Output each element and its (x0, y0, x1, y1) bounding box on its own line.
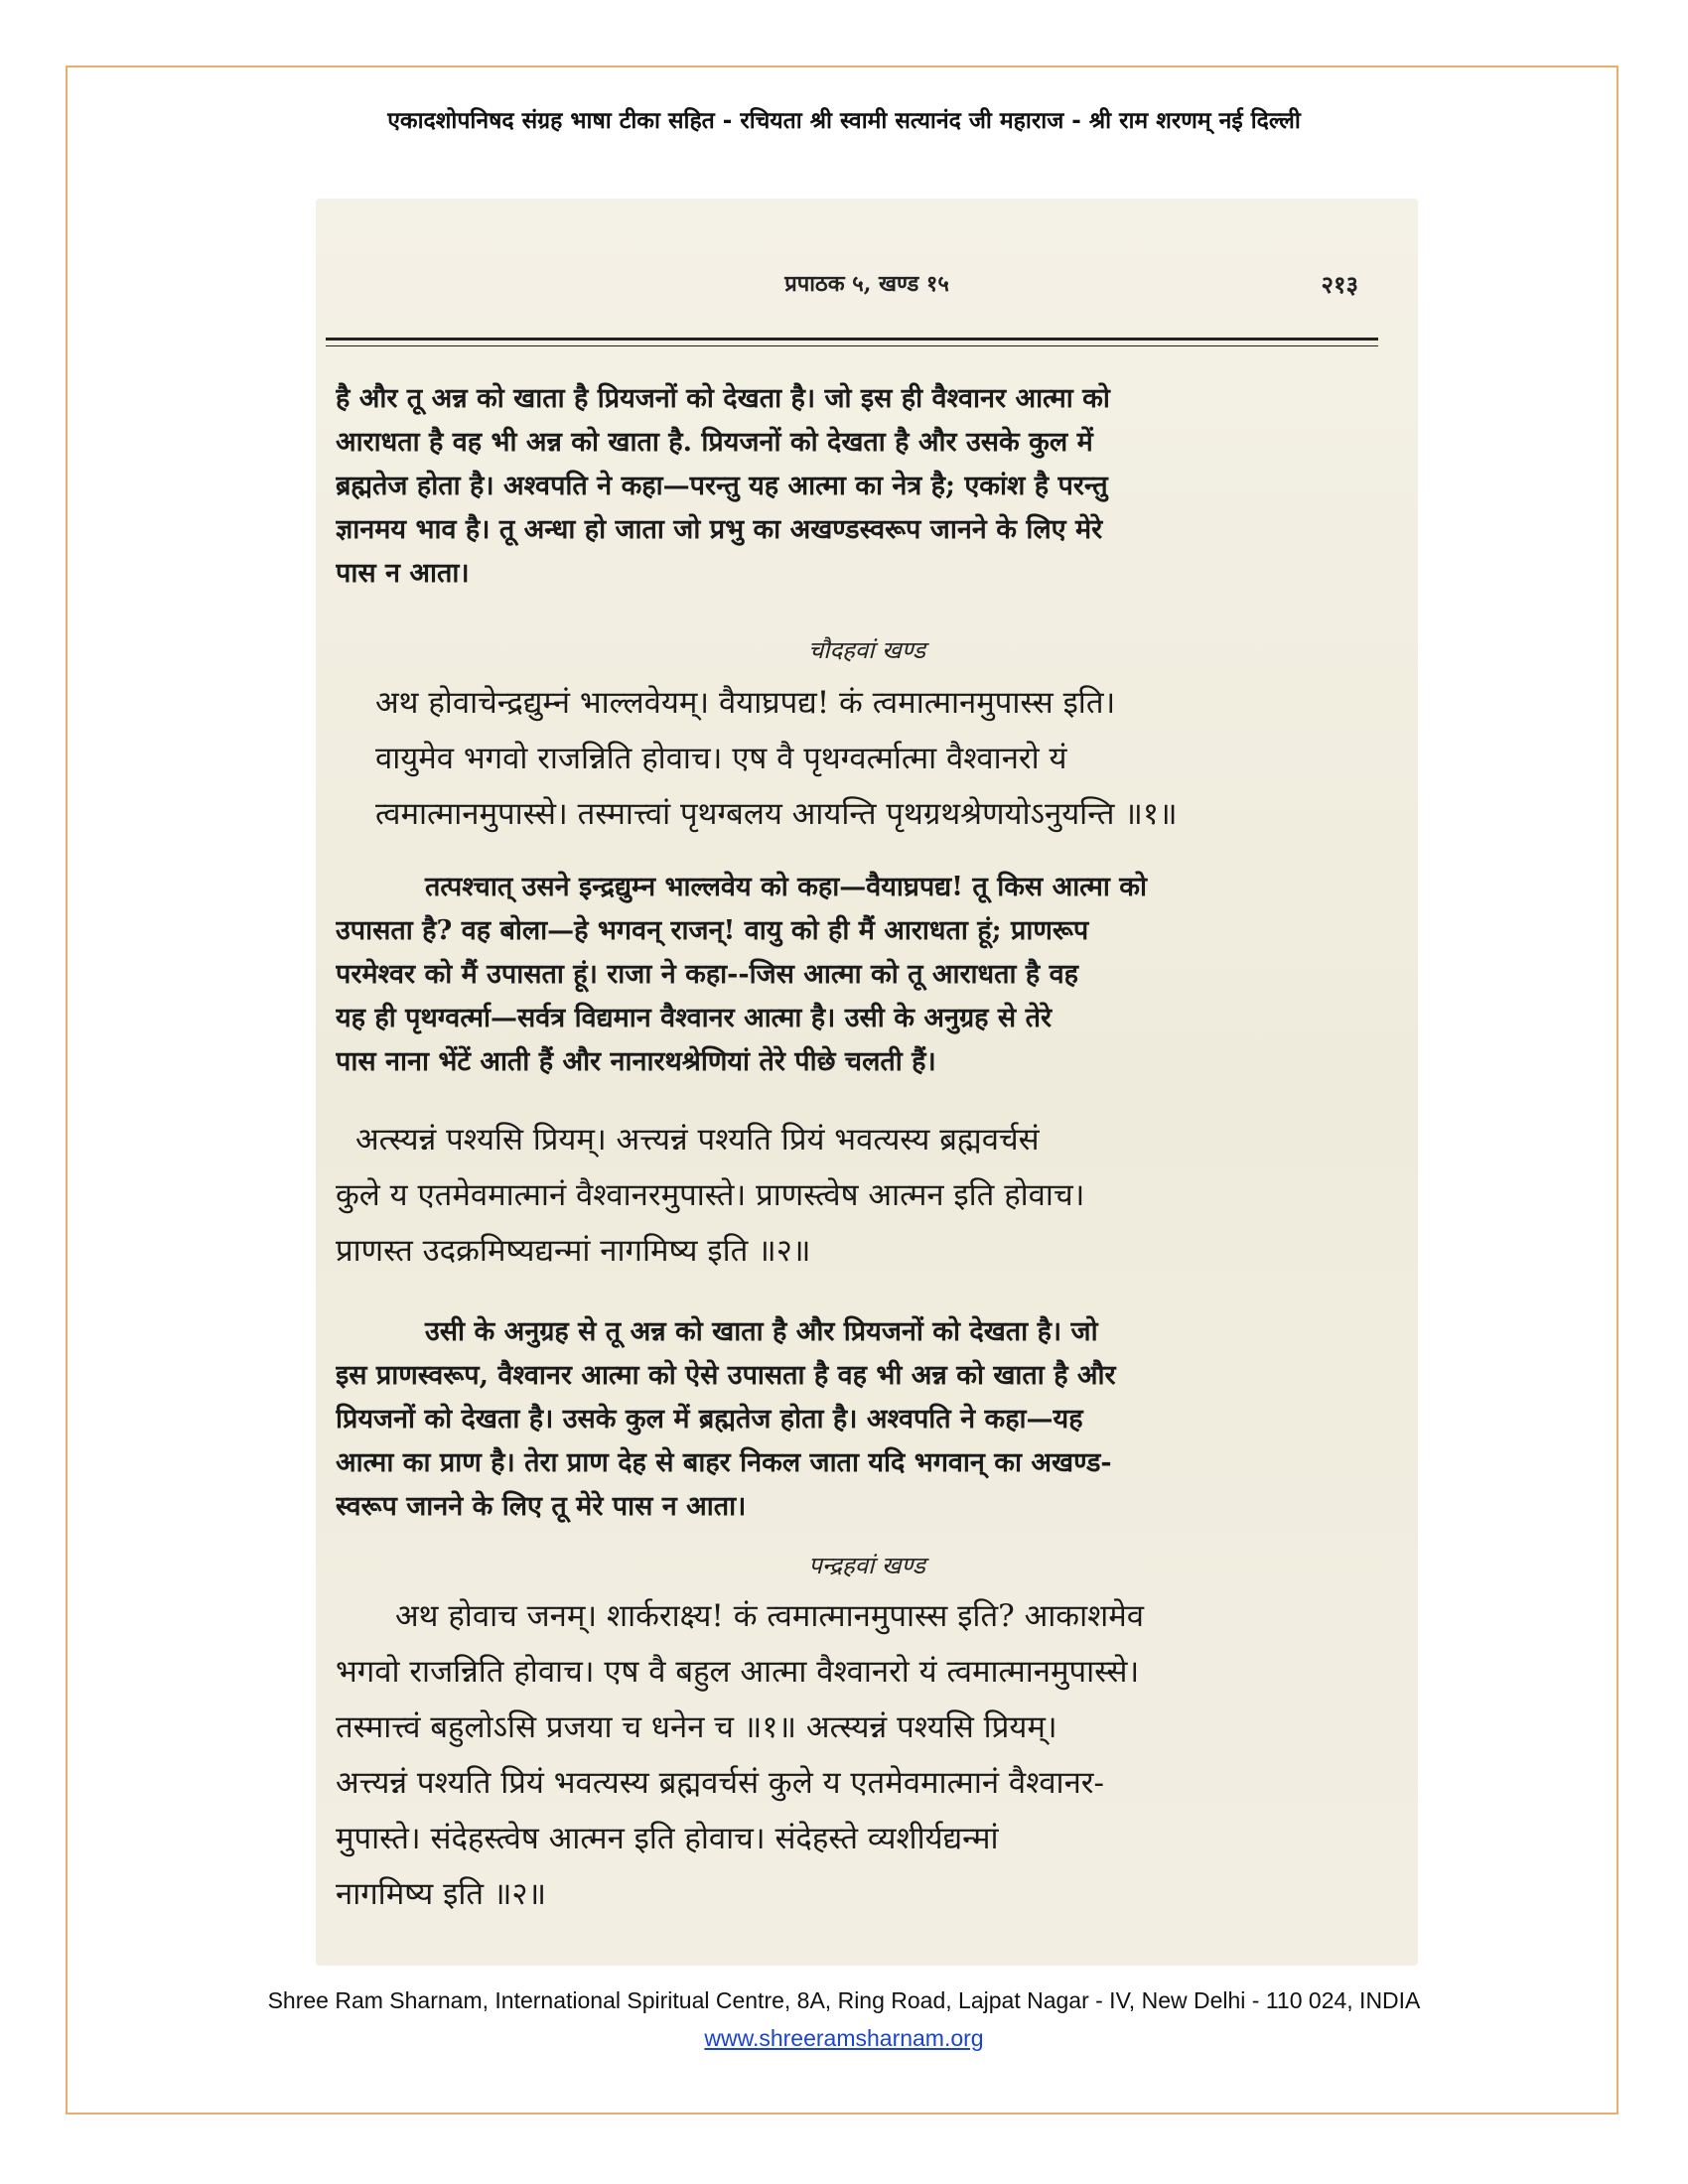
text-line: उपासता है? वह बोला—हे भगवन् राजन्! वायु को ही मैं आराधता हूं; प्राणरूप (336, 915, 1089, 946)
paragraph-3 (336, 1310, 1368, 1529)
text-line: इस प्राणस्वरूप, वैश्वानर आत्मा को ऐसे उपासता है वह भी अन्न को खाता है और (336, 1360, 1116, 1391)
verse-line: अथ होवाचेन्द्रद्युम्नं भाल्लवेयम्। वैयाघ्रपद्य! कं त्वमात्मानमुपास्स इति। (375, 685, 1116, 721)
text-line: उसी के अनुग्रह से तू अन्न को खाता है और प्रियजनों को देखता है। जो (425, 1316, 1098, 1347)
website-link[interactable]: www.shreeramsharnam.org (704, 2025, 984, 2051)
page-number: २१३ (1321, 270, 1358, 299)
verse-line: अथ होवाच जनम्। शार्कराक्ष्य! कं त्वमात्मानमुपास्स इति? आकाशमेव (395, 1598, 1144, 1634)
header-rule (326, 338, 1378, 341)
verse-line: त्वमात्मानमुपास्से। तस्मात्त्वां पृथग्बलय आयन्ति पृथग्रथश्रेणयोऽनुयन्ति ॥१॥ (375, 796, 1178, 832)
text-line: यह ही पृथग्वर्त्मा—सर्वत्र विद्यमान वैश्वानर आत्मा है। उसी के अनुग्रह से तेरे (336, 1003, 1052, 1033)
text-line: परमेश्वर को मैं उपासता हूं। राजा ने कहा--जिस आत्मा को तू आराधता है वह (336, 959, 1079, 990)
text-line: आत्मा का प्राण है। तेरा प्राण देह से बाहर निकल जाता यदि भगवान् का अखण्ड- (336, 1447, 1112, 1478)
verse-block-1 (375, 675, 1368, 842)
verse-line: नागमिष्य इति ॥२॥ (336, 1876, 547, 1912)
verse-line: अत्त्यन्नं पश्यति प्रियं भवत्यस्य ब्रह्मवर्चसं कुले य एतमेवमात्मानं वैश्वानर- (336, 1765, 1104, 1801)
document-header: एकादशोपनिषद संग्रह भाषा टीका सहित - रचियता श्री स्वामी सत्यानंद जी महाराज - श्री राम शरणम् नई दिल्ली (387, 108, 1301, 134)
running-head: प्रपाठक ५, खण्ड १५ (784, 271, 949, 297)
footer-address: Shree Ram Sharnam, International Spiritual Centre, 8A, Ring Road, Lajpat Nagar - IV, New Delhi - 110 024, INDIA (267, 1987, 1421, 2013)
paragraph-1 (336, 377, 1368, 596)
verse-line: वायुमेव भगवो राजन्निति होवाच। एष वै पृथग्वर्त्मात्मा वैश्वानरो यं (375, 741, 1067, 776)
scanned-page (316, 199, 1418, 1966)
text-line: तत्पश्चात् उसने इन्द्रद्युम्न भाल्लवेय को कहा—वैयाघ्रपद्य! तू किस आत्मा को (425, 872, 1148, 902)
verse-block-2 (336, 1112, 1368, 1279)
verse-line: मुपास्ते। संदेहस्त्वेष आत्मन इति होवाच। संदेहस्ते व्यशीर्यद्यन्मां (336, 1821, 999, 1856)
verse-line: कुले य एतमेवमात्मानं वैश्वानरमुपास्ते। प्राणस्त्वेष आत्मन इति होवाच। (336, 1177, 1085, 1213)
verse-line: प्राणस्त उदक्रमिष्यद्यन्मां नागमिष्य इति ॥२॥ (336, 1233, 811, 1269)
paragraph-2 (336, 866, 1368, 1084)
text-line: पास नाना भेंटें आती हैं और नानारथश्रेणियां तेरे पीछे चलती हैं। (336, 1046, 936, 1077)
text-line: आराधता है वह भी अन्न को खाता है. प्रियजनों को देखता है और उसके कुल में (336, 427, 1093, 458)
text-line: है और तू अन्न को खाता है प्रियजनों को देखता है। जो इस ही वैश्वानर आत्मा को (336, 383, 1110, 414)
section-heading-14: चौदहवां खण्ड (807, 636, 925, 664)
text-line: ज्ञानमय भाव है। तू अन्धा हो जाता जो प्रभु का अखण्डस्वरूप जानने के लिए मेरे (336, 514, 1103, 545)
verse-line: तस्मात्त्वं बहुलोऽसि प्रजया च धनेन च ॥१॥ अत्स्यन्नं पश्यसि प्रियम्। (336, 1709, 1057, 1745)
text-line: प्रियजनों को देखता है। उसके कुल में ब्रह्मतेज होता है। अश्वपति ने कहा—यह (336, 1404, 1083, 1434)
header-rule-thin (326, 345, 1378, 346)
verse-line: भगवो राजन्निति होवाच। एष वै बहुल आत्मा वैश्वानरो यं त्वमात्मानमुपास्से। (336, 1654, 1140, 1690)
text-line: ब्रह्मतेज होता है। अश्वपति ने कहा—परन्तु यह आत्मा का नेत्र है; एकांश है परन्तु (336, 471, 1108, 501)
verse-block-3 (336, 1588, 1368, 1922)
text-line: पास न आता। (336, 558, 470, 589)
text-line: स्वरूप जानने के लिए तू मेरे पास न आता। (336, 1491, 747, 1522)
section-heading-15: पन्द्रहवां खण्ड (808, 1552, 925, 1579)
verse-line: अत्स्यन्नं पश्यसि प्रियम्। अत्त्यन्नं पश्यति प्रियं भवत्यस्य ब्रह्मवर्चसं (355, 1122, 1040, 1158)
